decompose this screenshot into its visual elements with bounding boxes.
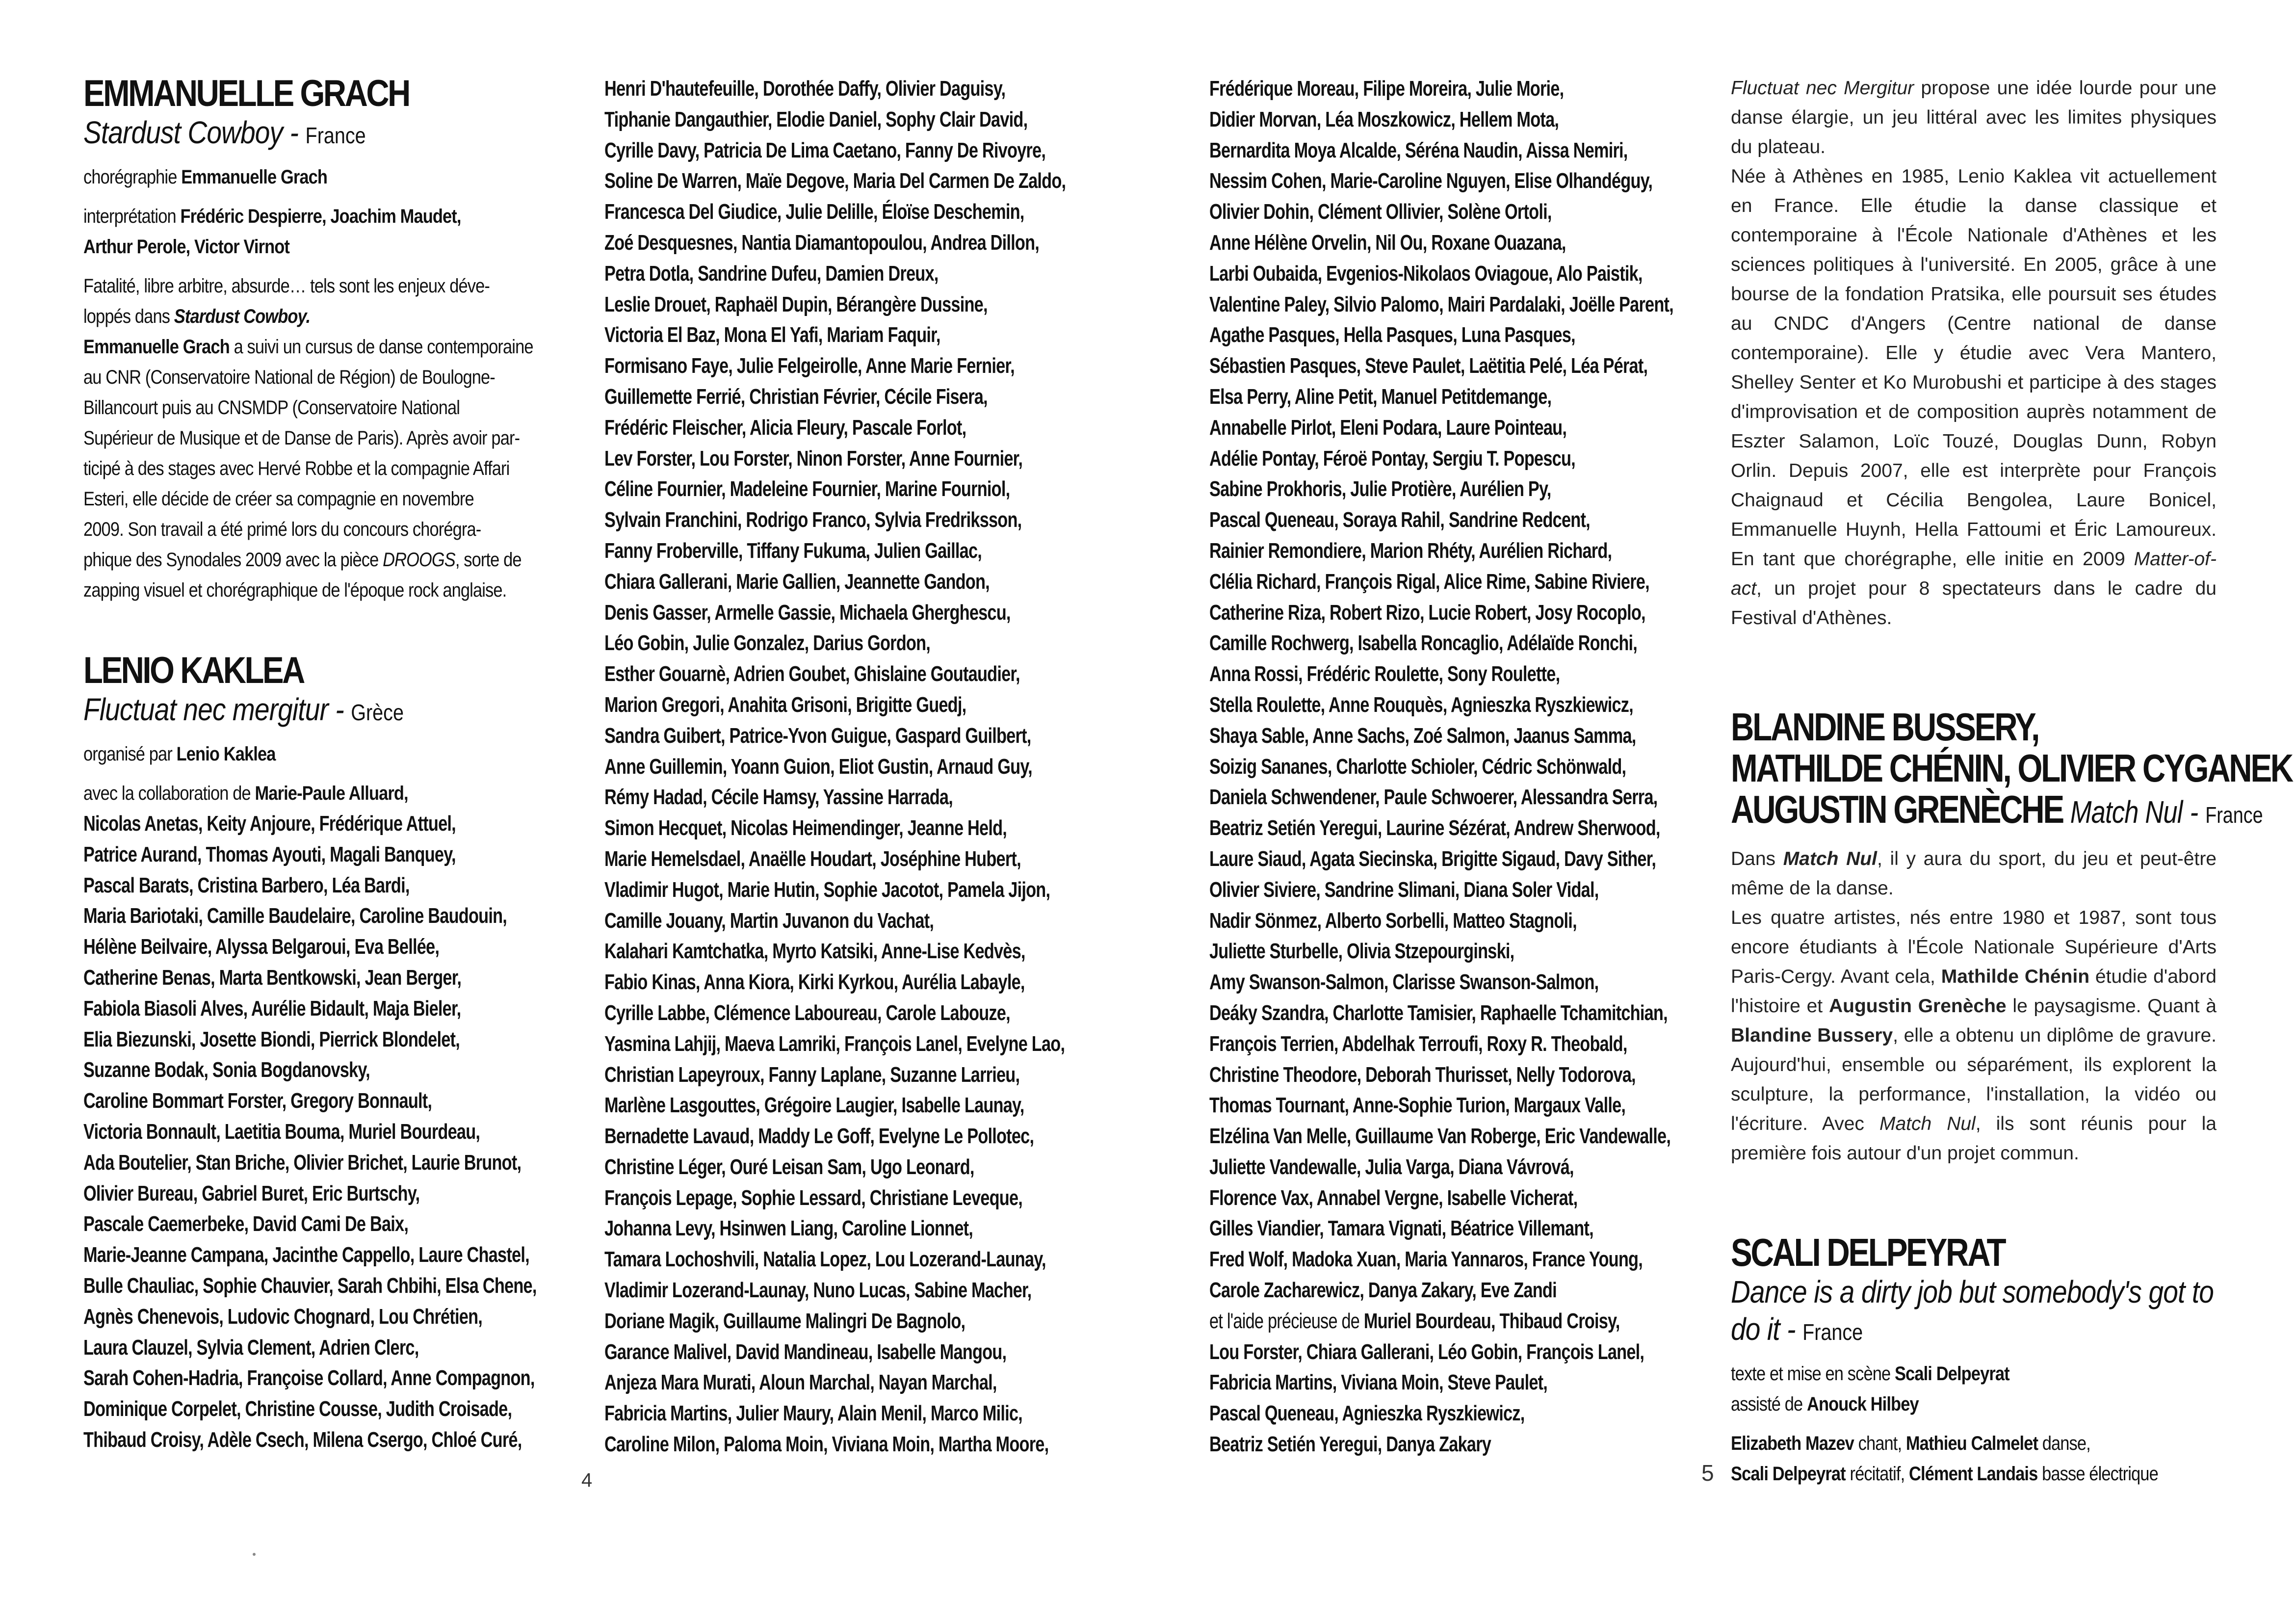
delpeyrat-text-name: Scali Delpeyrat xyxy=(1894,1363,2009,1385)
col2-name-line-18: Léo Gobin, Julie Gonzalez, Darius Gordon, xyxy=(604,631,931,655)
page-number-left: 4 xyxy=(581,1469,593,1491)
grach-bio-8b: , sorte de xyxy=(455,549,522,571)
col2-name-line-3: Soline De Warren, Maïe Degove, Maria Del Carmen De Zaldo, xyxy=(604,169,1066,193)
bussery-p2-work: Match Nul xyxy=(1879,1113,1976,1134)
bussery-p2-name1: Mathilde Chénin xyxy=(1941,966,2090,987)
col3-name-line-29: Amy Swanson-Salmon, Clarisse Swanson-Salmon, xyxy=(1209,970,1599,995)
col3-name-line-35: Juliette Vandewalle, Julia Varga, Diana Vávrová, xyxy=(1209,1154,1574,1179)
kaklea-name-line-8: Suzanne Bodak, Sonia Bogdanovsky, xyxy=(83,1058,370,1082)
delpeyrat-cast1-name: Elizabeth Mazev xyxy=(1731,1433,1854,1454)
col3-name-line-25: Laure Siaud, Agata Siecinska, Brigitte Sigaud, Davy Sither, xyxy=(1209,846,1656,871)
col2-name-line-13: Céline Fournier, Madeleine Fournier, Marine Fourniol, xyxy=(604,477,1010,501)
column-3 xyxy=(1209,74,1715,1460)
bussery-title-1: BLANDINE BUSSERY, xyxy=(1731,705,2039,749)
grach-country: France xyxy=(305,123,366,148)
col3-name-line-26: Olivier Siviere, Sandrine Slimani, Diana Soler Vidal, xyxy=(1209,877,1599,902)
grach-subtitle: Stardust Cowboy - France xyxy=(83,115,366,150)
grach-bio-8a: phique des Synodales 2009 avec la pièce xyxy=(83,549,379,571)
bussery-p1-work: Match Nul xyxy=(1783,848,1877,869)
col3-name-line-3: Nessim Cohen, Marie-Caroline Nguyen, Elise Olhandéguy, xyxy=(1209,169,1653,193)
col2-name-line-5: Zoé Desquesnes, Nantia Diamantopoulou, Andrea Dillon, xyxy=(604,230,1040,255)
col3-name-line-11: Annabelle Pirlot, Eleni Podara, Laure Pointeau, xyxy=(1209,415,1567,440)
help-block xyxy=(1209,1306,1715,1460)
help-line-4: Pascal Queneau, Agnieszka Ryszkiewicz, xyxy=(1209,1401,1525,1426)
col2-name-line-19: Esther Gouarnè, Adrien Goubet, Ghislaine Goutaudier, xyxy=(604,662,1020,686)
col2-name-line-37: Johanna Levy, Hsinwen Liang, Caroline Lionnet, xyxy=(604,1216,973,1241)
col3-name-line-9: Sébastien Pasques, Steve Paulet, Laëtitia Pelé, Léa Pérat, xyxy=(1209,354,1648,378)
delpeyrat-cast3-name: Scali Delpeyrat xyxy=(1731,1463,1846,1485)
col3-name-line-28: Juliette Sturbelle, Olivia Stzepourginski, xyxy=(1209,939,1514,964)
grach-bio-4: Supérieur de Musique et de Danse de Paris). Après avoir par- xyxy=(83,427,520,449)
kaklea-name-line-13: Pascale Caemerbeke, David Cami De Baix, xyxy=(83,1212,409,1236)
col3-name-line-21: Shaya Sable, Anne Sachs, Zoé Salmon, Jaanus Samma, xyxy=(1209,723,1636,748)
bussery-p2c: le paysagisme. Quant à xyxy=(2012,995,2217,1017)
col3-name-line-6: Larbi Oubaida, Evgenios-Nikolaos Oviagoue, Alo Paistik, xyxy=(1209,261,1643,286)
grach-intro-1: Fatalité, libre arbitre, absurde… tels sont les enjeux déve- xyxy=(83,275,490,297)
kaklea-title: LENIO KAKLEA xyxy=(83,650,304,691)
kaklea-org-label: organisé par xyxy=(83,743,172,765)
col2-name-line-29: Fabio Kinas, Anna Kiora, Kirki Kyrkou, Aurélia Labayle, xyxy=(604,970,1025,995)
grach-bio-5: ticipé à des stages avec Hervé Robbe et la compagnie Affari xyxy=(83,458,510,479)
delpeyrat-subtitle: Dance is a dirty job but somebody's got to do it - France xyxy=(1731,1274,2214,1347)
column-1 xyxy=(83,74,589,1456)
kaklea-desc-p2-work: Matter-of-act xyxy=(1731,549,2217,599)
delpeyrat-text xyxy=(1731,1359,2148,1389)
kaklea-name-line-16: Agnès Chenevois, Ludovic Chognard, Lou Chrétien, xyxy=(83,1304,483,1329)
scan-speck xyxy=(253,1553,256,1556)
bussery-p2e: , ils sont réunis pour la première fois autour d'un projet commun. xyxy=(1731,1113,2217,1164)
col2-name-line-8: Victoria El Baz, Mona El Yafi, Mariam Faquir, xyxy=(604,323,940,347)
delpeyrat-cast4-role: basse électrique xyxy=(2042,1463,2158,1485)
col2-name-line-20: Marion Gregori, Anahita Grisoni, Brigitte Guedj, xyxy=(604,692,966,717)
col2-name-line-35: Christine Léger, Ouré Leisan Sam, Ugo Leonard, xyxy=(604,1154,974,1179)
col3-names-list xyxy=(1209,74,1715,1306)
kaklea-name-line-4: Hélène Beilvaire, Alyssa Belgaroui, Eva Bellée, xyxy=(83,935,440,959)
col2-names-list xyxy=(604,74,1110,1460)
kaklea-desc-p2 xyxy=(1731,162,2217,633)
bussery-p2-name2: Augustin Grenèche xyxy=(1828,995,2007,1017)
kaklea-collab-label: avec la collaboration de xyxy=(83,783,251,804)
col3-name-line-8: Agathe Pasques, Hella Pasques, Luna Pasques, xyxy=(1209,323,1575,347)
bussery-country: France xyxy=(2205,802,2263,828)
col3-name-line-15: Rainier Remondiere, Marion Rhéty, Aurélien Richard, xyxy=(1209,538,1612,563)
col2-name-line-10: Guillemette Ferrié, Christian Février, Cécile Fisera, xyxy=(604,384,988,409)
page-number-right: 5 xyxy=(1701,1460,1714,1486)
grach-bio-9: zapping visuel et chorégraphique de l'époque rock anglaise. xyxy=(83,579,507,601)
col3-name-line-10: Elsa Perry, Aline Petit, Manuel Petitdemange, xyxy=(1209,384,1552,409)
col2-name-line-9: Formisano Faye, Julie Felgeirolle, Anne Marie Fernier, xyxy=(604,354,1015,378)
kaklea-name-line-12: Olivier Bureau, Gabriel Buret, Eric Burtschy, xyxy=(83,1181,420,1205)
kaklea-name-line-7: Elia Biezunski, Josette Biondi, Pierrick Blondelet, xyxy=(83,1027,460,1051)
col3-name-line-1: Didier Morvan, Léa Moszkowicz, Hellem Mota, xyxy=(1209,107,1559,131)
delpeyrat-assist-label: assisté de xyxy=(1731,1393,1803,1415)
col2-name-line-26: Vladimir Hugot, Marie Hutin, Sophie Jacotot, Pamela Jijon, xyxy=(604,877,1050,902)
kaklea-name-line-11: Ada Boutelier, Stan Briche, Olivier Brichet, Laurie Brunot, xyxy=(83,1150,522,1175)
col3-name-line-38: Fred Wolf, Madoka Xuan, Maria Yannaros, France Young, xyxy=(1209,1247,1643,1272)
col3-name-line-4: Olivier Dohin, Clément Ollivier, Solène Ortoli, xyxy=(1209,200,1552,224)
delpeyrat-cast-1 xyxy=(1731,1428,2148,1459)
grach-choreo-label: chorégraphie xyxy=(83,166,177,188)
kaklea-name-line-10: Victoria Bonnault, Laetitia Bouma, Muriel Bourdeau, xyxy=(83,1119,480,1144)
bussery-p2-name3: Blandine Bussery xyxy=(1731,1025,1893,1046)
bussery-title-2: MATHILDE CHÉNIN, OLIVIER CYGANEK xyxy=(1731,746,2292,790)
kaklea-desc-p1-rest: propose une idée lourde pour une danse élargie, un jeu littéral avec les limites physiques du plateau. xyxy=(1731,78,2217,157)
col3-name-line-24: Beatriz Setién Yeregui, Laurine Sézérat, Andrew Sherwood, xyxy=(1209,816,1660,840)
bussery-p2a: Les quatre artistes, nés entre 1980 et 1987, sont tous encore étudiants à l'École Nationale Supérieure d'Arts Paris-Cergy. Avant cela, xyxy=(1731,907,2217,987)
grach-intro-2-text: loppés dans xyxy=(83,306,170,327)
col2-name-line-14: Sylvain Franchini, Rodrigo Franco, Sylvia Fredriksson, xyxy=(604,508,1022,532)
col2-name-line-34: Bernadette Lavaud, Maddy Le Goff, Evelyne Le Pollotec, xyxy=(604,1124,1034,1149)
kaklea-org-name: Lenio Kaklea xyxy=(176,743,276,765)
col2-name-line-17: Denis Gasser, Armelle Gassie, Michaela Gherghescu, xyxy=(604,600,1011,625)
grach-intro-work: Stardust Cowboy. xyxy=(174,306,311,327)
delpeyrat-country: France xyxy=(1802,1319,1863,1345)
kaklea-desc-p2a: Née à Athènes en 1985, Lenio Kaklea vit actuellement en France. Elle étudie la danse classique et contemporaine à l'École Nationale d'Athènes et les sciences politiques à l'université. En 2005, grâce à une bourse de la fondation Pratsika, elle poursuit ses études au CNDC d'Angers (Centre national de danse contemporaine). Elle y étudie avec Vera Mantero, Shelley Senter et Ko Murobushi et participe à des stages d'improvisation et de composition auprès notamment de Eszter Salamon, Loïc Touzé, Douglas Dunn, Robyn Orlin. Depuis 2007, elle est interprète pour François Chaignaud et Cécilia Bengolea, Laure Bonicel, Emmanuelle Huynh, Hella Fattoumi et Éric Lamoureux. En tant que chorégraphe, elle initie en 2009 xyxy=(1731,166,2217,570)
col3-name-line-30: Deáky Szandra, Charlotte Tamisier, Raphaelle Tchamitchian, xyxy=(1209,1000,1668,1025)
grach-choreo xyxy=(83,162,518,192)
col3-name-line-33: Thomas Tournant, Anne-Sophie Turion, Margaux Valle, xyxy=(1209,1093,1626,1118)
kaklea-name-line-15: Bulle Chauliac, Sophie Chauvier, Sarah Chbihi, Elsa Chene, xyxy=(83,1273,537,1298)
grach-interp-names-1: Frédéric Despierre, Joachim Maudet, xyxy=(180,206,461,227)
col2-name-line-27: Camille Jouany, Martin Juvanon du Vachat, xyxy=(604,908,934,933)
kaklea-name-line-2: Pascal Barats, Cristina Barbero, Léa Bardi, xyxy=(83,873,410,897)
column-4 xyxy=(1731,74,2292,1489)
col2-name-line-0: Henri D'hautefeuille, Dorothée Daffy, Olivier Daguisy, xyxy=(604,77,1006,101)
grach-title: EMMANUELLE GRACH xyxy=(83,73,409,114)
bussery-title-3: AUGUSTIN GRENÈCHE Match Nul - France xyxy=(1731,787,2263,831)
grach-interp-names-2: Arthur Perole, Victor Virnot xyxy=(83,236,290,258)
col3-name-line-34: Elzélina Van Melle, Guillaume Van Roberge, Eric Vandewalle, xyxy=(1209,1124,1671,1149)
col2-name-line-43: Fabricia Martins, Julier Maury, Alain Menil, Marco Milic, xyxy=(604,1401,1022,1426)
col3-name-line-12: Adélie Pontay, Féroë Pontay, Sergiu T. Popescu, xyxy=(1209,446,1575,471)
bussery-p2b: étudie d'abord l'histoire et xyxy=(1731,966,2217,1017)
grach-work: Stardust Cowboy xyxy=(83,115,283,150)
col3-name-line-27: Nadir Sönmez, Alberto Sorbelli, Matteo Stagnoli, xyxy=(1209,908,1577,933)
col2-name-line-4: Francesca Del Giudice, Julie Delille, Éloïse Deschemin, xyxy=(604,200,1024,224)
grach-bio-name: Emmanuelle Grach xyxy=(83,336,230,358)
grach-bio-1 xyxy=(83,332,533,362)
col2-name-line-22: Anne Guillemin, Yoann Guion, Eliot Gustin, Arnaud Guy, xyxy=(604,754,1032,779)
bussery-desc-p1 xyxy=(1731,844,2217,903)
col3-name-line-13: Sabine Prokhoris, Julie Protière, Aurélien Py, xyxy=(1209,477,1551,501)
col2-name-line-1: Tiphanie Dangauthier, Elodie Daniel, Sophy Clair David, xyxy=(604,107,1028,131)
bussery-p1a: Dans xyxy=(1731,848,1776,869)
grach-bio-7: 2009. Son travail a été primé lors du concours chorégra- xyxy=(83,519,481,540)
delpeyrat-assist xyxy=(1731,1389,2148,1419)
kaklea-name-line-9: Caroline Bommart Forster, Gregory Bonnault, xyxy=(83,1089,432,1113)
kaklea-name-line-6: Fabiola Biasoli Alves, Aurélie Bidault, Maja Bieler, xyxy=(83,996,461,1021)
grach-interp xyxy=(83,201,518,232)
kaklea-description xyxy=(1731,74,2217,633)
grach-bio-1-text: a suivi un cursus de danse contemporaine xyxy=(234,336,533,358)
col3-name-line-32: Christine Theodore, Deborah Thurisset, Nelly Todorova, xyxy=(1209,1062,1636,1087)
column-2 xyxy=(604,74,1110,1460)
col3-name-line-18: Camille Rochwerg, Isabella Roncaglio, Adélaïde Ronchi, xyxy=(1209,631,1638,655)
bussery-title-3-text: AUGUSTIN GRENÈCHE xyxy=(1731,787,2063,831)
col2-name-line-11: Frédéric Fleischer, Alicia Fleury, Pascale Forlot, xyxy=(604,415,966,440)
col2-name-line-23: Rémy Hadad, Cécile Hamsy, Yassine Harrada, xyxy=(604,785,953,810)
kaklea-subtitle: Fluctuat nec mergitur - Grèce xyxy=(83,692,404,727)
col3-name-line-39: Carole Zacharewicz, Danya Zakary, Eve Zandi xyxy=(1209,1278,1557,1303)
col3-name-line-23: Daniela Schwendener, Paule Schwoerer, Alessandra Serra, xyxy=(1209,785,1658,810)
col2-name-line-12: Lev Forster, Lou Forster, Ninon Forster, Anne Fournier, xyxy=(604,446,1023,471)
kaklea-name-line-19: Dominique Corpelet, Christine Cousse, Judith Croisade, xyxy=(83,1397,512,1421)
col2-name-line-25: Marie Hemelsdael, Anaëlle Houdart, Joséphine Hubert, xyxy=(604,846,1021,871)
col2-name-line-6: Petra Dotla, Sandrine Dufeu, Damien Dreux, xyxy=(604,261,939,286)
help-line-2: Lou Forster, Chiara Gallerani, Léo Gobin, François Lanel, xyxy=(1209,1339,1644,1364)
col3-name-line-0: Frédérique Moreau, Filipe Moreira, Julie Morie, xyxy=(1209,77,1564,101)
col2-name-line-42: Anjeza Mara Murati, Aloun Marchal, Nayan Marchal, xyxy=(604,1370,997,1395)
col2-name-line-2: Cyrille Davy, Patricia De Lima Caetano, Fanny De Rivoyre, xyxy=(604,138,1046,162)
col2-name-line-40: Doriane Magik, Guillaume Malingri De Bagnolo, xyxy=(604,1309,965,1333)
kaklea-collab xyxy=(83,778,518,809)
col2-name-line-16: Chiara Gallerani, Marie Gallien, Jeannette Gandon, xyxy=(604,569,990,594)
col3-name-line-19: Anna Rossi, Frédéric Roulette, Sony Roulette, xyxy=(1209,662,1560,686)
grach-bio-2: au CNR (Conservatoire National de Région) de Boulogne- xyxy=(83,367,495,388)
kaklea-name-line-18: Sarah Cohen-Hadria, Françoise Collard, Anne Compagnon, xyxy=(83,1366,535,1390)
col2-name-line-24: Simon Hecquet, Nicolas Heimendinger, Jeanne Held, xyxy=(604,816,1007,840)
help-line-3: Fabricia Martins, Viviana Moin, Steve Paulet, xyxy=(1209,1370,1548,1395)
col3-name-line-36: Florence Vax, Annabel Vergne, Isabelle Vicherat, xyxy=(1209,1185,1578,1210)
delpeyrat-cast2-role: danse, xyxy=(2042,1433,2090,1454)
grach-choreo-name: Emmanuelle Grach xyxy=(181,166,328,188)
delpeyrat-text-label: texte et mise en scène xyxy=(1731,1363,1891,1385)
delpeyrat-title: SCALI DELPEYRAT xyxy=(1731,1231,2005,1274)
col2-name-line-30: Cyrille Labbe, Clémence Laboureau, Carole Labouze, xyxy=(604,1000,1010,1025)
col2-name-line-38: Tamara Lochoshvili, Natalia Lopez, Lou Lozerand-Launay, xyxy=(604,1247,1046,1272)
delpeyrat-cast2-name: Mathieu Calmelet xyxy=(1905,1433,2038,1454)
col3-name-line-7: Valentine Paley, Silvio Palomo, Mairi Pardalaki, Joëlle Parent, xyxy=(1209,292,1673,316)
col2-name-line-32: Christian Lapeyroux, Fanny Laplane, Suzanne Larrieu, xyxy=(604,1062,1020,1087)
delpeyrat-cast-2 xyxy=(1731,1459,2158,1489)
bussery-description xyxy=(1731,844,2217,1168)
col2-name-line-39: Vladimir Lozerand-Launay, Nuno Lucas, Sabine Macher, xyxy=(604,1278,1032,1303)
bussery-work: Match Nul xyxy=(2070,794,2183,830)
col2-name-line-31: Yasmina Lahjij, Maeva Lamriki, François Lanel, Evelyne Lao, xyxy=(604,1031,1065,1056)
help-line-1 xyxy=(1209,1306,1620,1337)
col3-name-line-20: Stella Roulette, Anne Rouquès, Agnieszka Ryszkiewicz, xyxy=(1209,692,1633,717)
kaklea-desc-p1 xyxy=(1731,74,2217,162)
grach-bio-8-work: DROOGS xyxy=(383,549,455,571)
kaklea-name-line-17: Laura Clauzel, Sylvia Clement, Adrien Clerc, xyxy=(83,1335,419,1360)
kaklea-org xyxy=(83,739,518,769)
kaklea-collab-first: Marie-Paule Alluard, xyxy=(255,783,408,804)
col3-name-line-14: Pascal Queneau, Soraya Rahil, Sandrine Redcent, xyxy=(1209,508,1590,532)
delpeyrat-work: Dance is a dirty job but somebody's got to do it xyxy=(1731,1274,2214,1347)
delpeyrat-assist-name: Anouck Hilbey xyxy=(1807,1393,1919,1415)
kaklea-desc-p2b: , un projet pour 8 spectateurs dans le cadre du Festival d'Athènes. xyxy=(1731,578,2217,629)
bussery-desc-p2 xyxy=(1731,903,2217,1168)
grach-bio-8 xyxy=(83,545,522,575)
col3-name-line-37: Gilles Viandier, Tamara Vignati, Béatrice Villemant, xyxy=(1209,1216,1593,1241)
col2-name-line-41: Garance Malivel, David Mandineau, Isabelle Mangou, xyxy=(604,1339,1007,1364)
grach-bio-6: Esteri, elle décide de créer sa compagnie en novembre xyxy=(83,488,474,510)
col2-name-line-28: Kalahari Kamtchatka, Myrto Katsiki, Anne-Lise Kedvès, xyxy=(604,939,1025,964)
grach-interp-label: interprétation xyxy=(83,206,176,227)
kaklea-work: Fluctuat nec mergitur xyxy=(83,692,328,727)
delpeyrat-cast4-name: Clément Landais xyxy=(1909,1463,2038,1485)
delpeyrat-cast1-role: chant, xyxy=(1858,1433,1902,1454)
kaklea-desc-work: Fluctuat nec Mergitur xyxy=(1731,78,1914,99)
kaklea-name-line-20: Thibaud Croisy, Adèle Csech, Milena Csergo, Chloé Curé, xyxy=(83,1427,522,1452)
col3-name-line-22: Soizig Sananes, Charlotte Schioler, Cédric Schönwald, xyxy=(1209,754,1626,779)
kaklea-name-line-0: Nicolas Anetas, Keity Anjoure, Frédérique Attuel, xyxy=(83,812,456,836)
col3-name-line-5: Anne Hélène Orvelin, Nil Ou, Roxane Ouazana, xyxy=(1209,230,1566,255)
delpeyrat-cast3-role: récitatif, xyxy=(1850,1463,1905,1485)
grach-bio-3: Billancourt puis au CNSMDP (Conservatoire National xyxy=(83,397,460,419)
kaklea-name-line-5: Catherine Benas, Marta Bentkowski, Jean Berger, xyxy=(83,965,462,990)
col2-name-line-44: Caroline Milon, Paloma Moin, Viviana Moin, Martha Moore, xyxy=(604,1432,1049,1457)
col3-name-line-2: Bernardita Moya Alcalde, Séréna Naudin, Aissa Nemiri, xyxy=(1209,138,1628,162)
col3-name-line-17: Catherine Riza, Robert Rizo, Lucie Robert, Josy Rocoplo, xyxy=(1209,600,1645,625)
kaklea-name-line-1: Patrice Aurand, Thomas Ayouti, Magali Banquey, xyxy=(83,842,456,866)
bussery-p2d: , elle a obtenu un diplôme de gravure. Aujourd'hui, ensemble ou séparément, ils explorent la sculpture, la performance, l'installation, la vidéo ou l'écriture. Avec xyxy=(1731,1025,2217,1134)
col2-name-line-7: Leslie Drouet, Raphaël Dupin, Bérangère Dussine, xyxy=(604,292,988,316)
bussery-p1b: , il y aura du sport, du jeu et peut-être même de la danse. xyxy=(1731,848,2217,899)
grach-intro-2 xyxy=(83,301,518,332)
col2-name-line-15: Fanny Froberville, Tiffany Fukuma, Julien Gaillac, xyxy=(604,538,982,563)
kaklea-country: Grèce xyxy=(351,700,404,725)
kaklea-name-line-14: Marie-Jeanne Campana, Jacinthe Cappello, Laure Chastel, xyxy=(83,1243,529,1267)
help-label: et l'aide précieuse de xyxy=(1209,1309,1360,1333)
help-line-5: Beatriz Setién Yeregui, Danya Zakary xyxy=(1209,1432,1491,1457)
kaklea-name-line-3: Maria Bariotaki, Camille Baudelaire, Caroline Baudouin, xyxy=(83,904,507,928)
col3-name-line-16: Clélia Richard, François Rigal, Alice Rime, Sabine Riviere, xyxy=(1209,569,1649,594)
help-names-0: Muriel Bourdeau, Thibaud Croisy, xyxy=(1363,1309,1620,1333)
col2-name-line-33: Marlène Lasgouttes, Grégoire Laugier, Isabelle Launay, xyxy=(604,1093,1024,1118)
col2-name-line-21: Sandra Guibert, Patrice-Yvon Guigue, Gaspard Guilbert, xyxy=(604,723,1031,748)
kaklea-names-list xyxy=(83,809,589,1456)
col2-name-line-36: François Lepage, Sophie Lessard, Christiane Leveque, xyxy=(604,1185,1023,1210)
col3-name-line-31: François Terrien, Abdelhak Terroufi, Roxy R. Theobald, xyxy=(1209,1031,1627,1056)
